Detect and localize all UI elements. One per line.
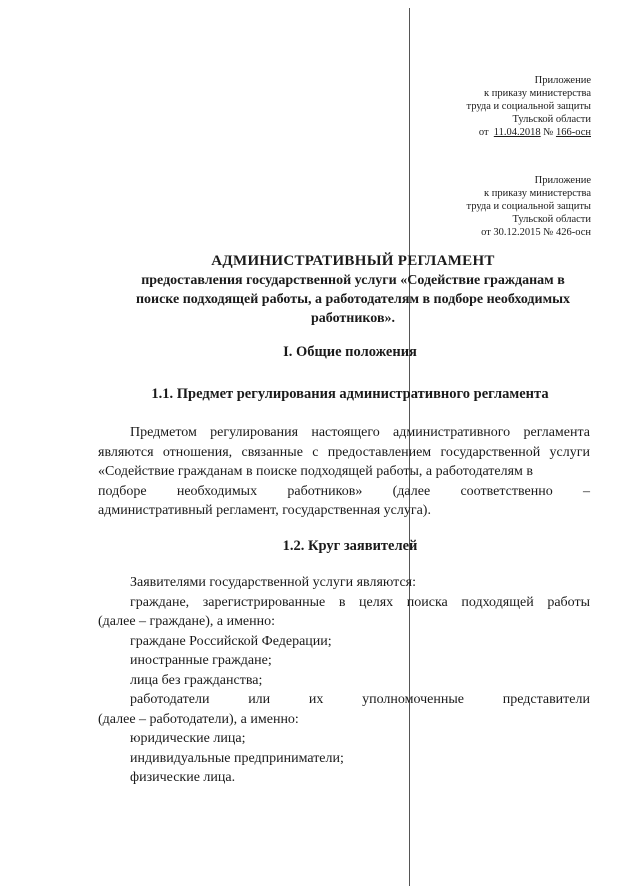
annex-date-prefix: от	[478, 127, 489, 138]
annex-order-ref: к приказу министерства	[483, 188, 591, 199]
document-title	[110, 252, 596, 328]
annex-region: Тульской области	[512, 114, 591, 125]
annex-ministry: труда и социальной защиты	[466, 201, 591, 212]
applicants-list	[98, 573, 590, 788]
employers-line-2: (далее – работодатели), а именно:	[98, 711, 299, 727]
annex-region: Тульской области	[512, 214, 591, 225]
annex-date-line: от 30.12.2015 № 426-осн	[481, 227, 591, 238]
paragraph-subject-line: подборе необходимых работников» (далее соответственно –	[98, 483, 590, 499]
title-sub-line-3: работников».	[310, 311, 396, 326]
paragraph-subject	[98, 423, 590, 521]
annex-label: Приложение	[534, 75, 591, 86]
citizens-line-2: (далее – граждане), а именно:	[98, 614, 276, 629]
annex-order-ref: к приказу министерства	[483, 88, 591, 99]
annex-date-line	[371, 126, 591, 139]
list-item: физические лица.	[130, 770, 236, 785]
annex-number-prefix: №	[543, 127, 554, 138]
paragraph-subject-text: Предметом регулирования настоящего административного регламента являются отношения, связанные с предоставлением государственной услуги «Содействие гражданам в поиске подходящей работы, а работодателям в	[98, 425, 590, 479]
section-heading-subject: 1.1. Предмет регулирования административного регламента	[151, 386, 549, 402]
section-heading-applicants: 1.2. Круг заявителей	[282, 538, 418, 554]
paragraph-subject-end: административный регламент, государственная услуга).	[98, 503, 431, 518]
section-heading-general: I. Общие положения	[283, 344, 417, 360]
annex-date: 11.04.2018	[493, 127, 541, 138]
applicants-intro: Заявителями государственной услуги являются:	[130, 575, 416, 590]
annex-label: Приложение	[534, 175, 591, 186]
list-item: индивидуальные предприниматели;	[130, 750, 344, 766]
title-main: АДМИНИСТРАТИВНЫЙ РЕГЛАМЕНТ	[211, 253, 495, 269]
title-sub-line-2: поиске подходящей работы, а работодателям в подборе необходимых	[135, 292, 571, 307]
list-item: иностранные граждане;	[130, 653, 272, 668]
list-item: юридические лица;	[130, 731, 246, 746]
annex-number: 166-осн	[555, 127, 591, 138]
list-item: лица без гражданства;	[130, 672, 263, 688]
citizens-line-1: граждане, зарегистрированные в целях поиска подходящей работы	[130, 594, 590, 610]
annex-ministry: труда и социальной защиты	[466, 101, 591, 112]
annex-block-current	[371, 74, 591, 139]
employers-line-1: работодатели или их уполномоченные представители	[130, 692, 590, 707]
annex-block-original	[371, 174, 591, 239]
list-item: граждане Российской Федерации;	[130, 633, 332, 649]
title-sub-line-1: предоставления государственной услуги «Содействие гражданам в	[141, 273, 565, 288]
